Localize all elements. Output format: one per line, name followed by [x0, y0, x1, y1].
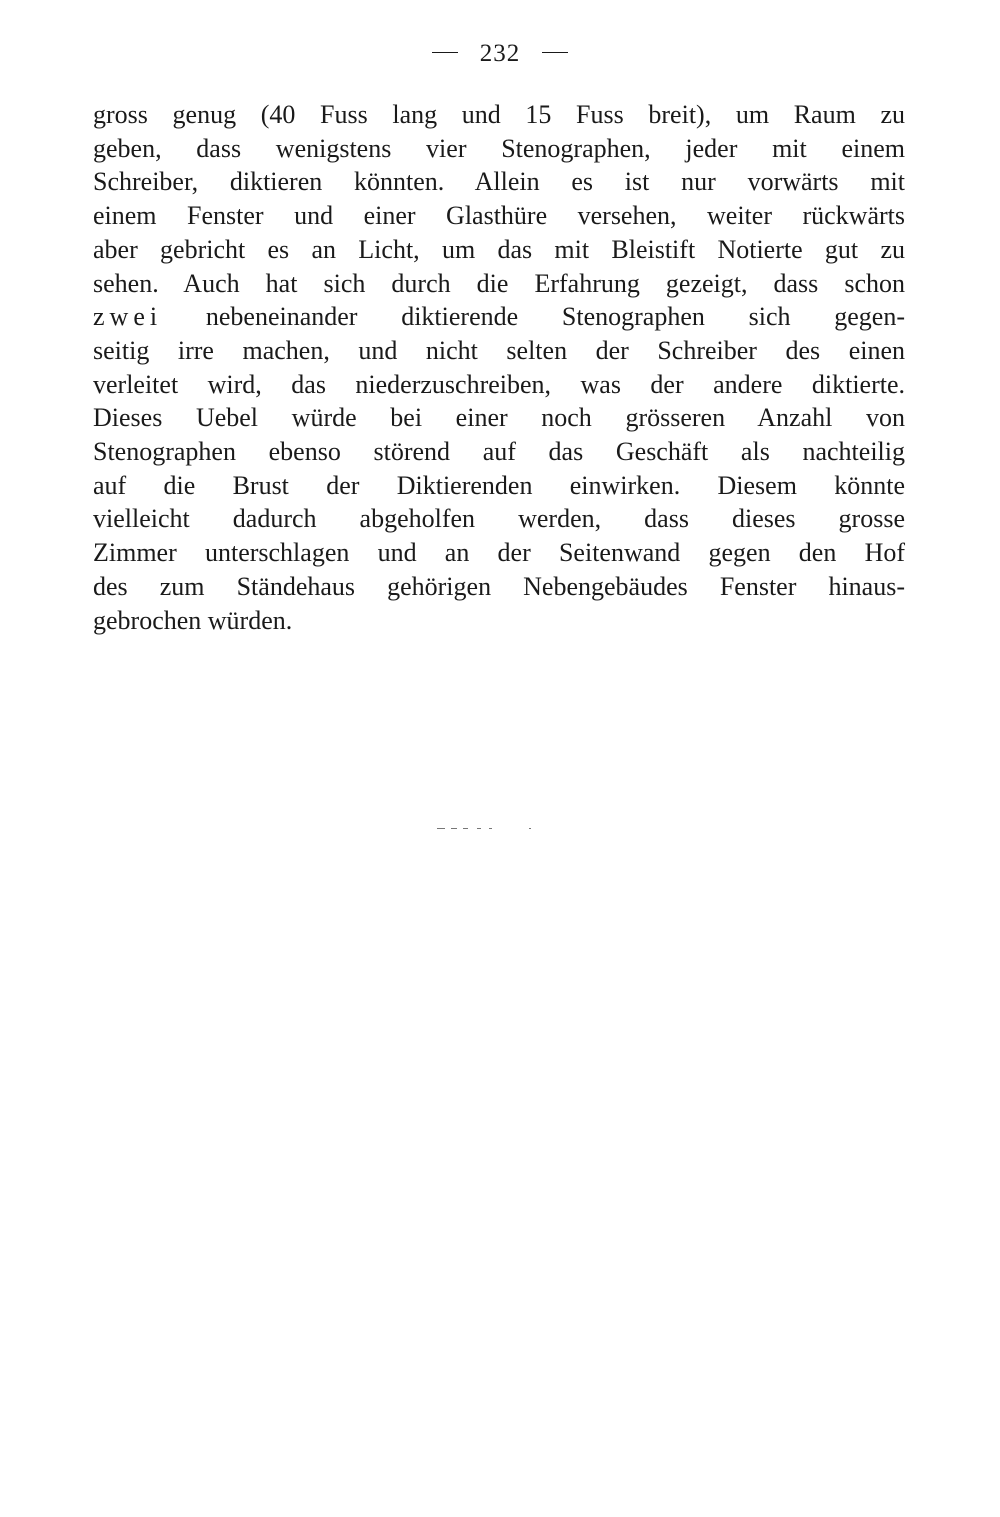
- text-line: Zimmer unterschlagen und an der Seitenwand gegen den Hof: [93, 538, 905, 568]
- text-line: auf die Brust der Diktierenden einwirken. Diesem könnte: [93, 470, 905, 500]
- text-line: geben, dass wenigstens vier Stenographen, jeder mit einem: [93, 133, 905, 163]
- text-line: gross genug (40 Fuss lang und 15 Fuss breit), um Raum zu: [93, 100, 905, 129]
- scan-specks: [437, 828, 537, 830]
- body-paragraph: [93, 98, 905, 637]
- emphasized-word: zwei: [93, 302, 163, 332]
- text-line: aber gebricht es an Licht, um das mit Bleistift Notierte gut zu: [93, 234, 905, 264]
- page-header: [0, 40, 1000, 68]
- text-line: Dieses Uebel würde bei einer noch grösseren Anzahl von: [93, 403, 905, 433]
- header-dash-right: [542, 52, 568, 53]
- text-line: Schreiber, diktieren könnten. Allein es ist nur vorwärts mit: [93, 167, 905, 197]
- text-line: Stenographen ebenso störend auf das Geschäft als nachteilig: [93, 437, 905, 467]
- text-line: verleitet wird, das niederzuschreiben, was der andere diktierte.: [93, 369, 905, 399]
- text-line: einem Fenster und einer Glasthüre versehen, weiter rückwärts: [93, 201, 905, 231]
- header-dash-left: [432, 52, 458, 53]
- text-line: des zum Ständehaus gehörigen Nebengebäudes Fenster hinaus-: [93, 571, 905, 601]
- text-line: seitig irre machen, und nicht selten der Schreiber des einen: [93, 335, 905, 365]
- text-line: vielleicht dadurch abgeholfen werden, dass dieses grosse: [93, 504, 905, 534]
- text-line-rest: nebeneinander diktierende Stenographen sich gegen-: [205, 302, 905, 332]
- page-number: 232: [479, 40, 521, 67]
- text-line: [93, 300, 905, 334]
- text-line: gebrochen würden.: [93, 605, 293, 635]
- text-line: sehen. Auch hat sich durch die Erfahrung gezeigt, dass schon: [93, 268, 905, 298]
